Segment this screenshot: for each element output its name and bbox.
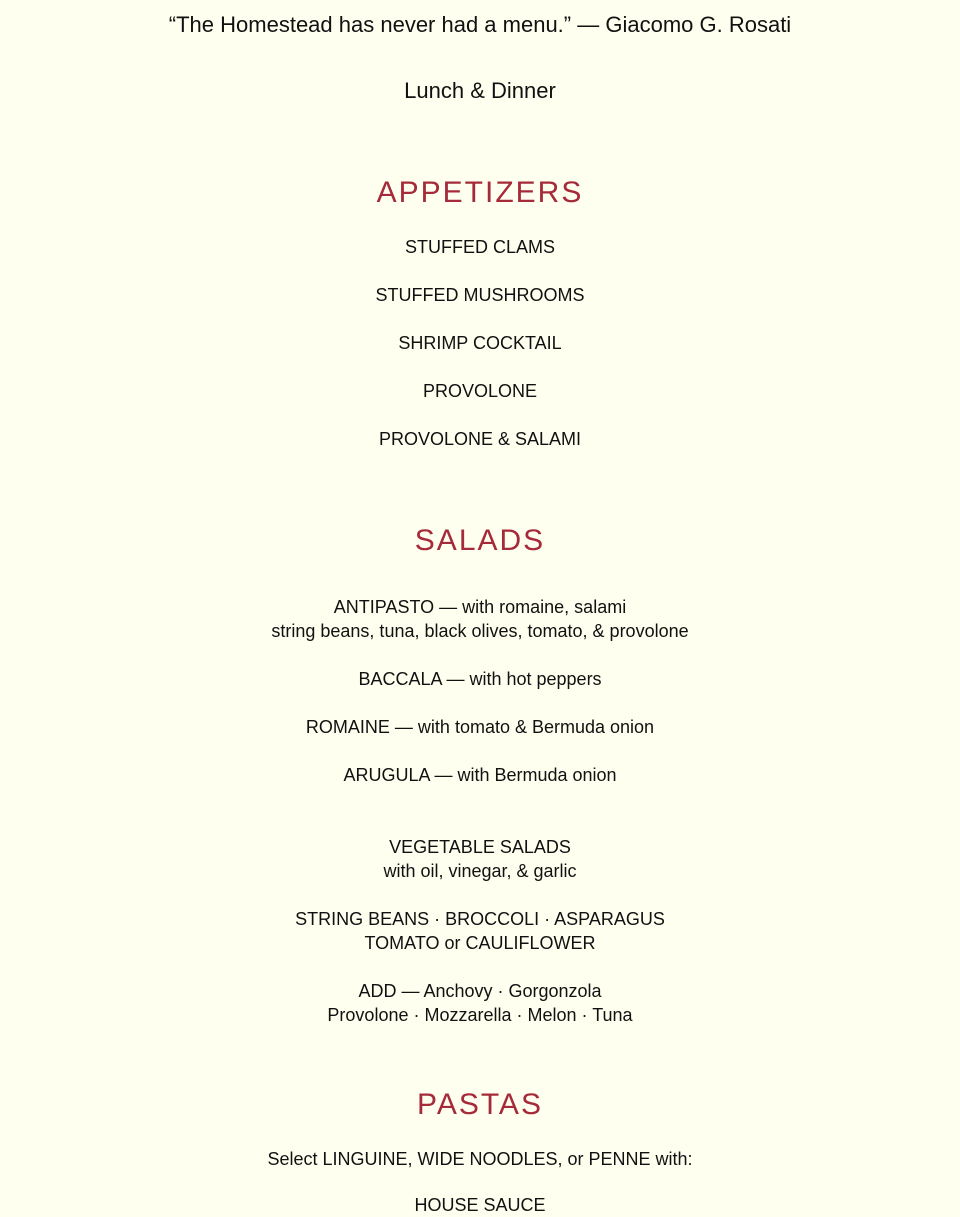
salad-romaine: ROMAINE — with tomato & Bermuda onion — [305, 717, 655, 737]
menu-quote: “The Homestead has never had a menu.” — Giacomo G. Rosati — [168, 12, 792, 37]
vegetable-salads-title: VEGETABLE SALADS — [389, 837, 571, 857]
appetizer-item: SHRIMP COCKTAIL — [398, 333, 562, 353]
appetizer-item: STUFFED CLAMS — [404, 237, 555, 257]
vegetables-line1: STRING BEANS · BROCCOLI · ASPARAGUS — [295, 909, 665, 929]
vegetable-salads-subtitle: with oil, vinegar, & garlic — [383, 861, 577, 881]
section-heading-appetizers: APPETIZERS — [376, 176, 584, 209]
add-ons-line2: Provolone · Mozzarella · Melon · Tuna — [327, 1005, 633, 1025]
salad-baccala: BACCALA — with hot peppers — [358, 669, 602, 689]
add-ons-line1: ADD — Anchovy · Gorgonzola — [358, 981, 602, 1001]
pasta-item: HOUSE SAUCE — [414, 1195, 546, 1215]
salad-antipasto-line1: ANTIPASTO — with romaine, salami — [333, 597, 627, 617]
salad-arugula: ARUGULA — with Bermuda onion — [343, 765, 617, 785]
section-heading-pastas: PASTAS — [417, 1088, 543, 1121]
salad-antipasto-line2: string beans, tuna, black olives, tomato, & provolone — [271, 621, 689, 641]
section-heading-salads: SALADS — [414, 524, 546, 557]
vegetables-line2: TOMATO or CAULIFLOWER — [364, 933, 596, 953]
appetizer-item: PROVOLONE & SALAMI — [378, 429, 582, 449]
appetizer-item: PROVOLONE — [422, 381, 538, 401]
menu-subtitle: Lunch & Dinner — [404, 78, 556, 103]
appetizer-item: STUFFED MUSHROOMS — [375, 285, 585, 305]
pasta-intro: Select LINGUINE, WIDE NOODLES, or PENNE with: — [267, 1149, 693, 1169]
